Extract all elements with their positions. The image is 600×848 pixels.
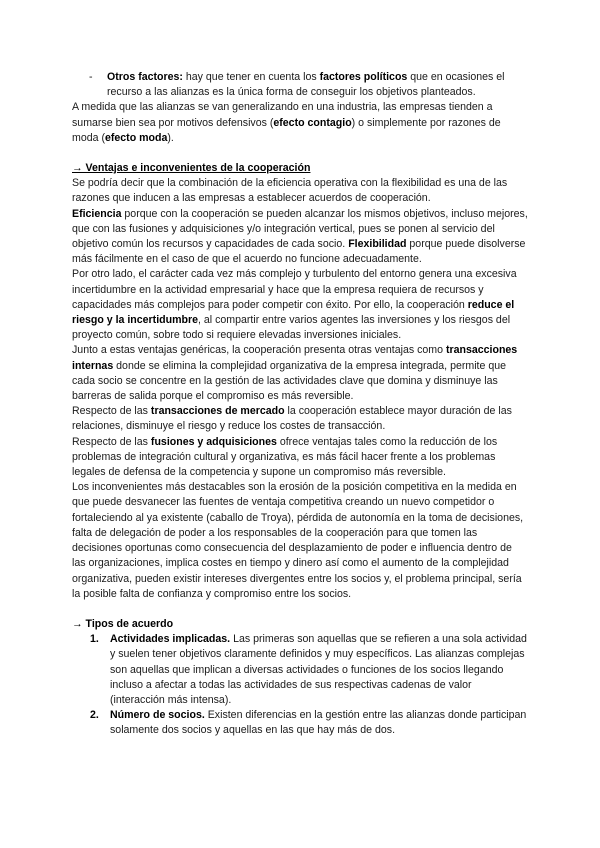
heading-ventajas: → Ventajas e inconvenientes de la cooperación [72, 162, 311, 175]
para-bold: Eficiencia [72, 207, 122, 220]
para-bold: efecto contagio [273, 116, 352, 129]
list-number: 1. [90, 633, 99, 646]
para-text: Respecto de las [72, 435, 151, 448]
para-bold: Flexibilidad [348, 238, 407, 251]
paragraph-intro-ventajas: Se podría decir que la combinación de la eficiencia operativa con la flexibilidad es una de las razones que inducen a las empresas a establecer acuerdos de cooperación. [72, 177, 508, 205]
bullet-text-2: que en ocasiones el recurso a las alianzas es la única forma de conseguir los objetivos planteados. [107, 71, 505, 99]
para-text: ) o simplemente por razones de moda ( [72, 116, 501, 144]
paragraph-eficiencia [72, 207, 528, 268]
para-text: ofrece ventajas tales como la reducción de los problemas de integración cultural y organizativa, es más fácil hacer frente a los problemas legales de defensa de la competencia y supone un compromiso más reversible. [72, 435, 498, 479]
para-text: porque con la cooperación se pueden alcanzar los mismos objetivos, incluso mejores, que con las fusiones y adquisiciones y/o integración vertical, pues se ponen al servicio del objetivo común los recursos y capacidades de cada socio. [72, 207, 528, 251]
spacer [72, 602, 528, 617]
para-text: Por otro lado, el carácter cada vez más complejo y turbulento del entorno genera una excesiva incertidumbre en la actividad empresarial y hace que la empresa requiera de recursos y capacidades más complejos para poder competir con éxito. Por ello, la cooperación [72, 268, 517, 311]
para-bold: fusiones y adquisiciones [150, 435, 277, 448]
list-item-text: Las primeras son aquellas que se refieren a una sola actividad y suelen tener objetivos claramente definidos y muy específicos. Las alianzas complejas son aquellas que implican a diversas actividades o funciones de los socios llegando incluso a afectar a todas las actividades de sus respectivas cadenas de valor (interacción más intensa). [110, 633, 527, 706]
list-item-text: Existen diferencias en la gestión entre las alianzas donde participan solamente dos socios y aquellas en las que hay más de dos. [110, 709, 527, 737]
paragraph-efecto [72, 100, 528, 146]
para-bold: transacciones internas [72, 344, 518, 372]
list-number: 2. [90, 709, 99, 722]
bullet-otros-factores [72, 70, 528, 100]
spacer [72, 146, 528, 161]
para-text: Junto a estas ventajas genéricas, la cooperación presenta otras ventajas como [72, 344, 446, 357]
bullet-label: Otros factores: [107, 71, 183, 83]
para-text: Respecto de las [72, 405, 151, 418]
para-text: , al compartir entre varios agentes las inversiones y los riesgos del proyecto común, sobre todo si requiere elevadas inversiones iniciales. [72, 314, 511, 342]
paragraph-transacciones-mercado [72, 404, 528, 434]
para-bold: transacciones de mercado [150, 405, 285, 418]
paragraph-inconvenientes: Los inconvenientes más destacables son la erosión de la posición competitiva en la medida en que puede desvanecer las fuentes de ventaja competitiva creando un nuevo competidor o fortaleciendo al ya existente (caballo de Troya), pérdida de autonomía en la toma de decisiones, falta de delegación de poder a los responsables de la cooperación para que tomen las decisiones oportunas como consecuencia del desplazamiento de poder e influencia dentro de las organizaciones, implica costes en tiempo y dinero así como el aumento de la complejidad organizativa, pueden existir intereses divergentes entre los socios y, el problema principal, sería la posible falta de confianza y compromiso entre los socios. [72, 481, 524, 600]
tipos-list [72, 632, 528, 738]
bullet-bold-1: factores políticos [319, 71, 408, 83]
list-item-title: Número de socios. [110, 709, 205, 722]
bullet-dash: - [89, 71, 93, 83]
para-text: A medida que las alianzas se van generalizando en una industria, las empresas tienden a sumarse bien sea por motivos defensivos ( [72, 101, 493, 129]
paragraph-transacciones-internas [72, 343, 528, 404]
para-text: porque puede disolverse más fácilmente en el caso de que el acuerdo no funcione adecuadamente. [72, 238, 526, 266]
paragraph-fusiones [72, 435, 528, 481]
para-bold: reduce el riesgo y la incertidumbre [72, 298, 515, 327]
para-bold: efecto moda [104, 131, 168, 144]
bullet-text-1: hay que tener en cuenta los [182, 71, 320, 83]
list-item [72, 632, 528, 708]
list-item [72, 708, 528, 738]
para-text: la cooperación establece mayor duración de las relaciones, disminuye el riesgo y reduce los costes de transacción. [72, 405, 512, 433]
paragraph-riesgo [72, 267, 528, 343]
heading-tipos: → Tipos de acuerdo [72, 617, 174, 630]
list-item-title: Actividades implicadas. [110, 633, 231, 646]
para-text: donde se elimina la complejidad organizativa de la empresa integrada, permite que cada socio se concentre en la gestión de las actividades clave que domina y disminuye las barreras de salida porque el compromiso es más reversible. [72, 359, 507, 403]
para-text: ). [167, 131, 174, 144]
